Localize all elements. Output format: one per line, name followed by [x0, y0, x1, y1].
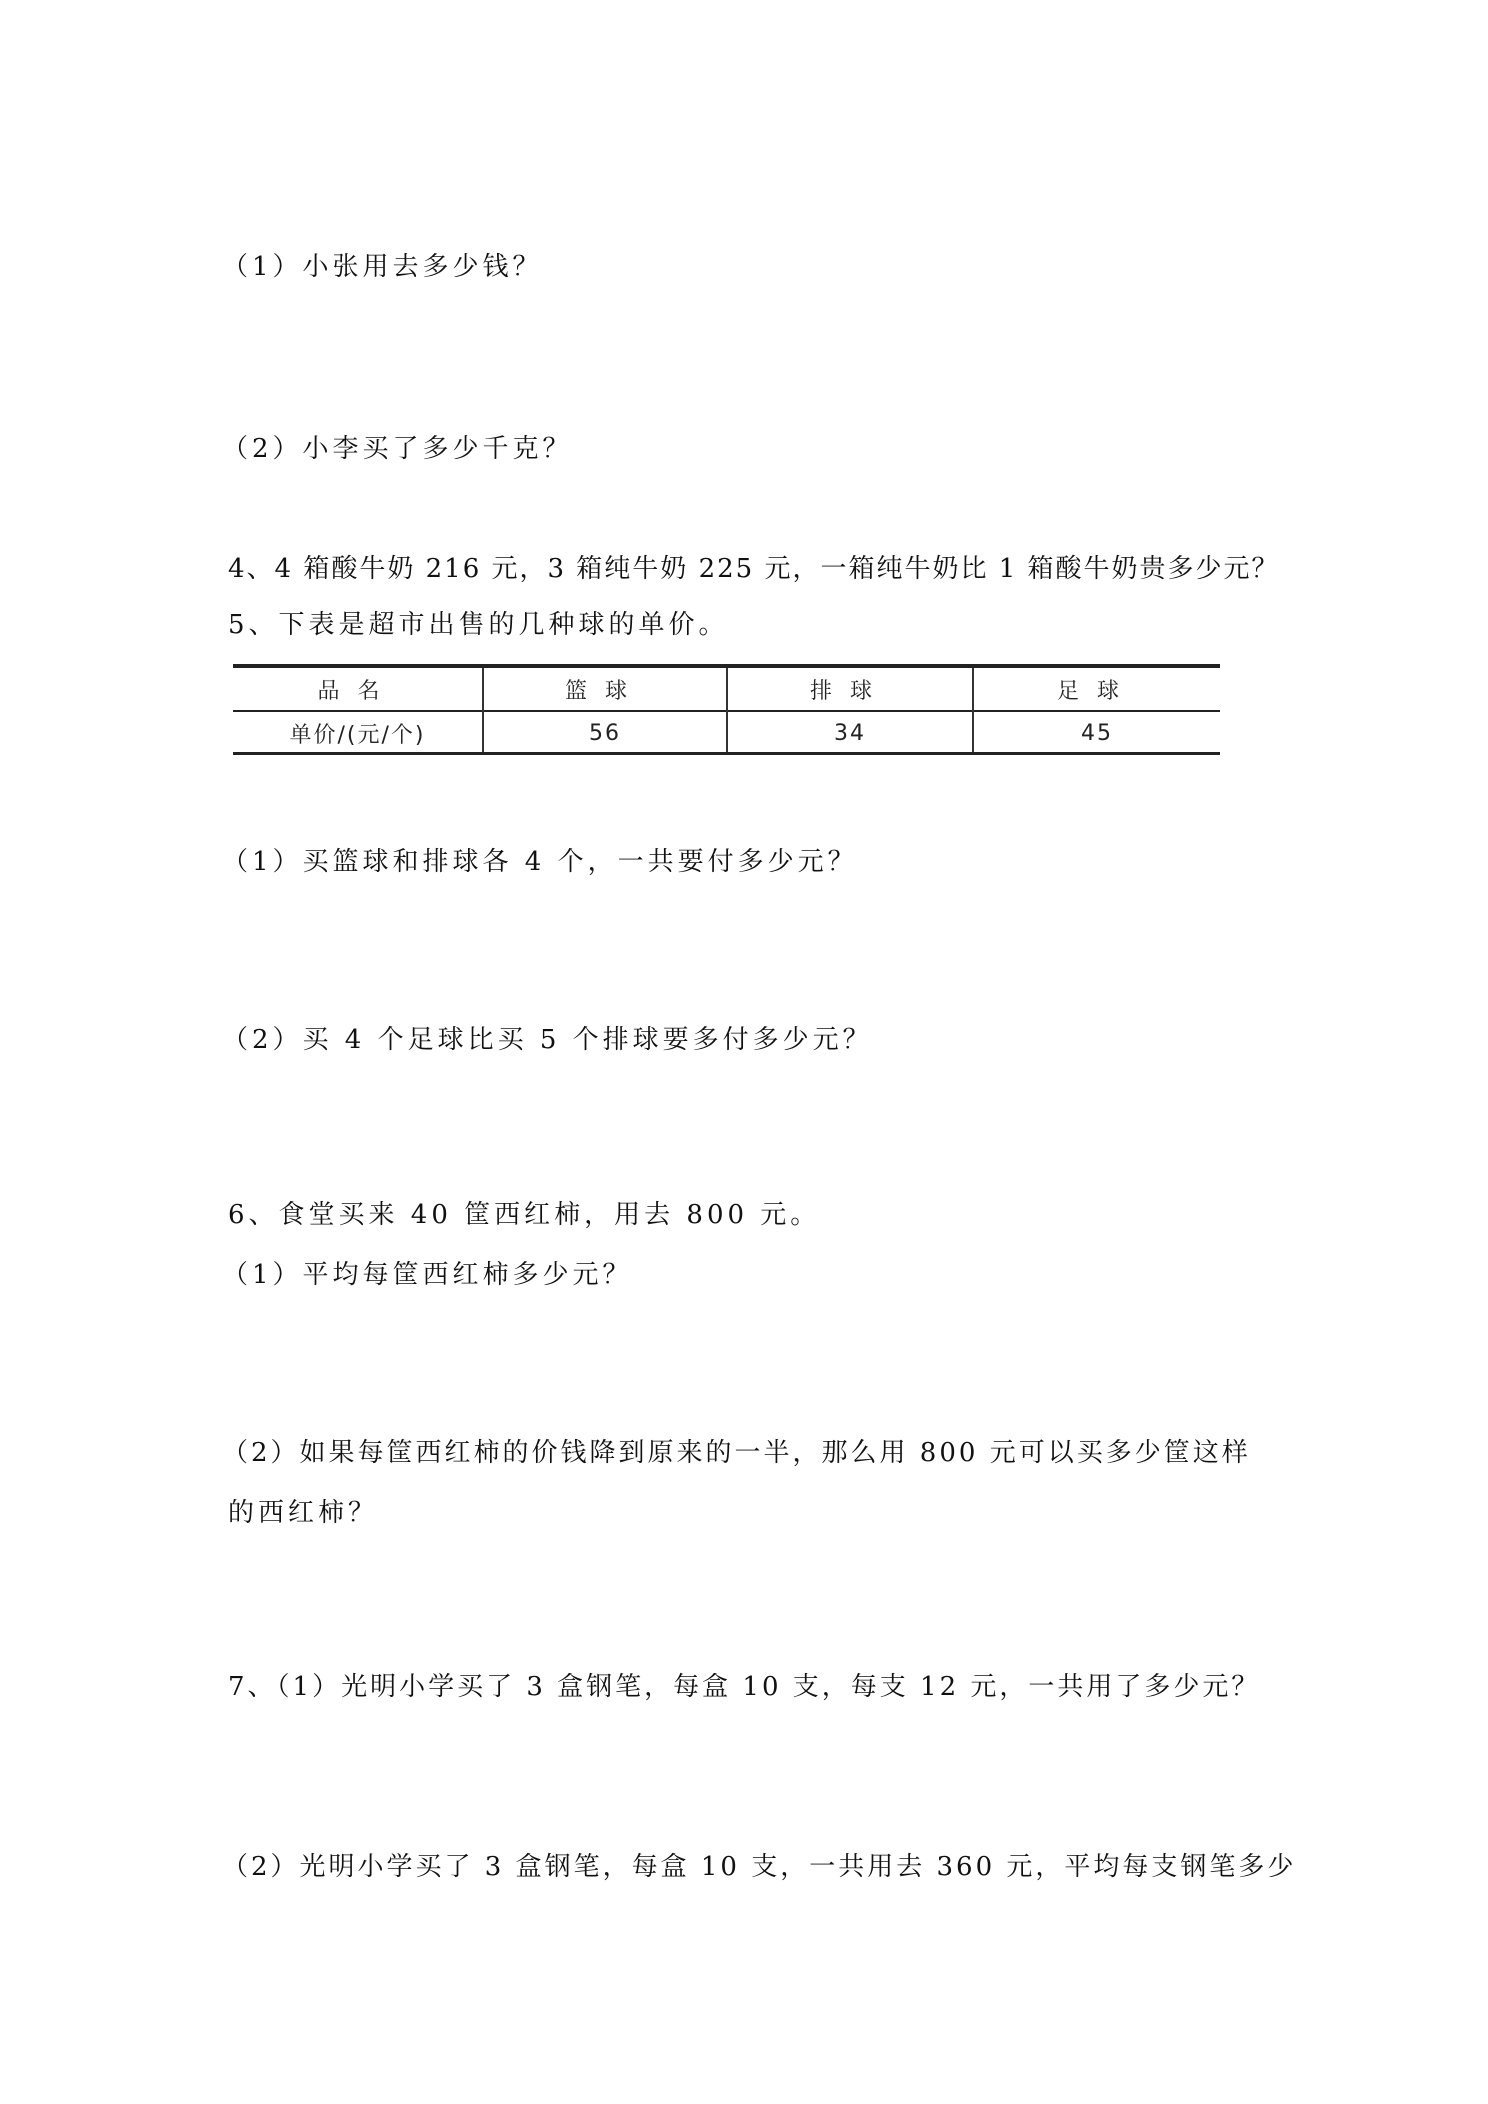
table-bottom-rule — [233, 752, 1220, 755]
question-5-part-2: （2）买 4 个足球比买 5 个排球要多付多少元？ — [222, 1025, 873, 1055]
question-3-part-2: （2）小李买了多少千克？ — [222, 434, 573, 464]
question-5-part-1: （1）买篮球和排球各 4 个，一共要付多少元？ — [222, 847, 858, 877]
question-6: 6、食堂买来 40 筐西红柿，用去 800 元。 — [228, 1200, 821, 1230]
question-7-part-1: 7、（1）光明小学买了 3 盒钢笔，每盒 10 支，每支 12 元，一共用了多少元？ — [228, 1672, 1261, 1702]
table-cell-basketball-price: 56 — [589, 720, 621, 746]
ball-price-table — [233, 664, 1220, 756]
table-cell-football-price: 45 — [1081, 720, 1113, 746]
table-header-volleyball: 排球 — [809, 678, 890, 704]
question-6-part-1: （1）平均每筐西红柿多少元？ — [222, 1260, 633, 1290]
table-header-basketball: 篮球 — [564, 678, 645, 704]
question-7-part-2: （2）光明小学买了 3 盒钢笔，每盒 10 支，一共用去 360 元，平均每支钢笔多少 — [222, 1852, 1297, 1882]
table-header-football: 足球 — [1056, 678, 1137, 704]
question-5: 5、下表是超市出售的几种球的单价。 — [228, 610, 729, 640]
table-cell-volleyball-price: 34 — [834, 720, 866, 746]
table-header-name: 品名 — [317, 678, 398, 704]
question-4: 4、4 箱酸牛奶 216 元，3 箱纯牛奶 225 元，一箱纯牛奶比 1 箱酸牛奶贵多少元？ — [228, 554, 1280, 584]
question-6-part-2-continued: 的西红柿？ — [228, 1498, 379, 1528]
question-3-part-1: （1）小张用去多少钱？ — [222, 252, 543, 282]
question-6-part-2: （2）如果每筐西红柿的价钱降到原来的一半，那么用 800 元可以买多少筐这样 — [222, 1438, 1251, 1468]
table-row-label: 单价/(元/个) — [289, 722, 426, 748]
